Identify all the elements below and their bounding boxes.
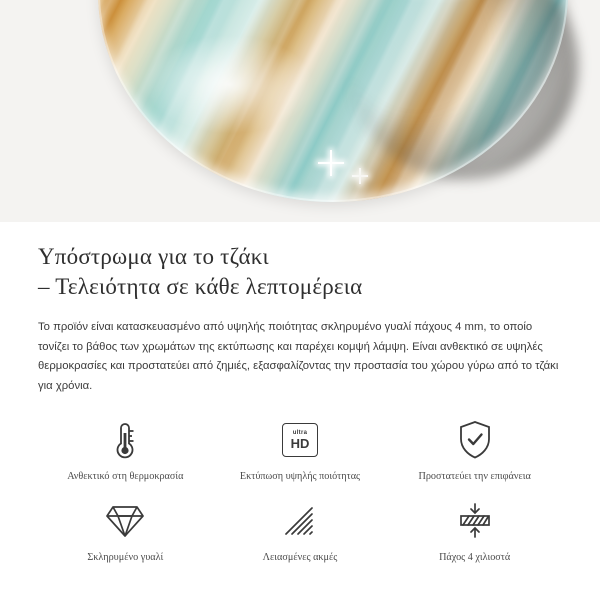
feature-label: Προστατεύει την επιφάνεια: [418, 471, 531, 482]
hero-image: [0, 0, 600, 222]
feature-grid: [38, 418, 562, 564]
feature-label: Εκτύπωση υψηλής ποιότητας: [239, 471, 361, 482]
ultra-hd-badge-top: ultra: [292, 430, 308, 436]
headline-line-2: – Τελειότητα σε κάθε λεπτομέρεια: [38, 274, 363, 299]
ultra-hd-badge-bottom: HD: [290, 436, 310, 451]
diamond-icon: [105, 499, 145, 543]
page-title: [38, 242, 562, 302]
feature-item: [38, 418, 213, 483]
shield-check-icon: [458, 418, 492, 462]
feature-label: Πάχος 4 χιλιοστά: [439, 552, 511, 563]
feature-label: Σκληρυμένο γυαλί: [87, 552, 164, 563]
feature-item: [387, 499, 562, 564]
ultra-hd-icon: [282, 418, 318, 462]
thermometer-icon: [112, 418, 138, 462]
feature-item: [213, 418, 388, 483]
polished-edges-icon: [282, 499, 318, 543]
body-text: Το προϊόν είναι κατασκευασμένο από υψηλής ποιότητας σκληρυμένο γυαλί πάχους 4 mm, το οποίο τονίζει το βάθος των χρωμάτων της εκτύπωσης και παρέχει κομψή λάμψη. Είναι ανθεκτικό σε υψηλές θερμοκρασίες και προστατεύει από ζημιές, εξασφαλίζοντας την προστασία του χώρου γύρω από το τζάκι για χρόνια.: [38, 321, 559, 392]
feature-item: [387, 418, 562, 483]
feature-item: [38, 499, 213, 564]
headline-line-1: Υπόστρωμα για το τζάκι: [38, 244, 269, 269]
content-area: [0, 222, 600, 564]
feature-item: [213, 499, 388, 564]
thickness-arrows-icon: [455, 499, 495, 543]
feature-label: Λειασμένες ακμές: [262, 552, 338, 563]
feature-label: Ανθεκτικό στη θερμοκρασία: [67, 471, 184, 482]
